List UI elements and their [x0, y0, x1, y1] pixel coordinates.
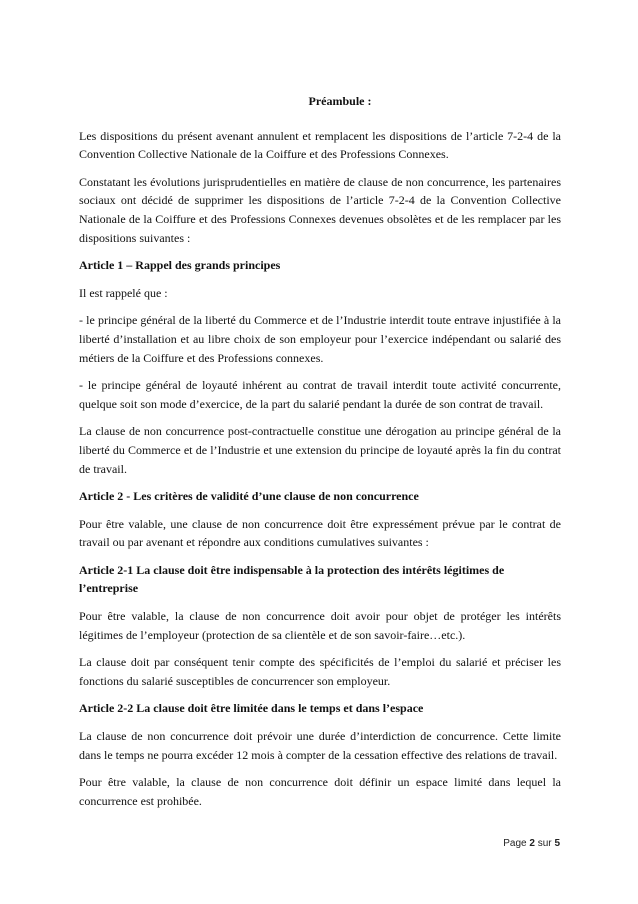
document-blocks [79, 127, 561, 811]
article-heading: Article 2-1 La clause doit être indispensable à la protection des intérêts légitimes de l’entreprise [79, 562, 505, 596]
total-pages: 5 [554, 838, 560, 849]
page-title: Préambule : [308, 94, 372, 108]
paragraph: - le principe général de loyauté inhérent au contrat de travail interdit toute activité concurrente, quelque soit son mode d’exercice, de la part du salarié pendant la durée de son contrat de travail. [79, 378, 561, 411]
paragraph: La clause de non concurrence post-contractuelle constitue une dérogation au principe général de la liberté du Commerce et de l’Industrie et une extension du principe de loyauté après la fin du contrat de travail. [79, 424, 561, 476]
current-page-number: 2 [529, 838, 535, 849]
article-heading: Article 2 - Les critères de validité d’une clause de non concurrence [79, 489, 419, 504]
paragraph: - le principe général de la liberté du Commerce et de l’Industrie interdit toute entrave injustifiée à la liberté d’installation et au libre choix de son employeur pour l’exercice indépendant ou salarié des métiers de la Coiffure et des Professions connexes. [79, 313, 561, 365]
article-heading: Article 2-2 La clause doit être limitée dans le temps et dans l’espace [79, 701, 424, 716]
page-separator: sur [537, 838, 552, 849]
paragraph: Pour être valable, la clause de non concurrence doit avoir pour objet de protéger les intérêts légitimes de l’employeur (protection de sa clientèle et de son savoir-faire…etc.). [79, 609, 561, 642]
page-footer [503, 838, 560, 849]
paragraph: Il est rappelé que : [79, 285, 168, 300]
paragraph: Pour être valable, la clause de non concurrence doit définir un espace limité dans lequel la concurrence est prohibée. [79, 775, 561, 808]
paragraph: Pour être valable, une clause de non concurrence doit être expressément prévue par le contrat de travail ou par avenant et répondre aux conditions cumulatives suivantes : [79, 516, 561, 550]
page-label: Page [503, 838, 527, 849]
paragraph: La clause doit par conséquent tenir compte des spécificités de l’emploi du salarié et préciser les fonctions du salarié susceptibles de concurrencer son employeur. [79, 655, 561, 688]
paragraph: Les dispositions du présent avenant annulent et remplacent les dispositions de l’article 7-2-4 de la Convention Collective Nationale de la Coiffure et des Professions Connexes. [79, 128, 561, 162]
paragraph: La clause de non concurrence doit prévoir une durée d’interdiction de concurrence. Cette limite dans le temps ne pourra excéder 12 mois à compter de la cessation effective des relations de travail. [79, 729, 561, 762]
article-heading: Article 1 – Rappel des grands principes [79, 258, 281, 273]
paragraph: Constatant les évolutions jurisprudentielles en matière de clause de non concurrence, les partenaires sociaux ont décidé de supprimer les dispositions de l’article 7-2-4 de la Convention Collective Nationale de la Coiffure et des Professions Connexes devenues obsolètes et de les remplacer par les dispositions suivantes : [79, 174, 561, 245]
document-body [79, 92, 561, 819]
